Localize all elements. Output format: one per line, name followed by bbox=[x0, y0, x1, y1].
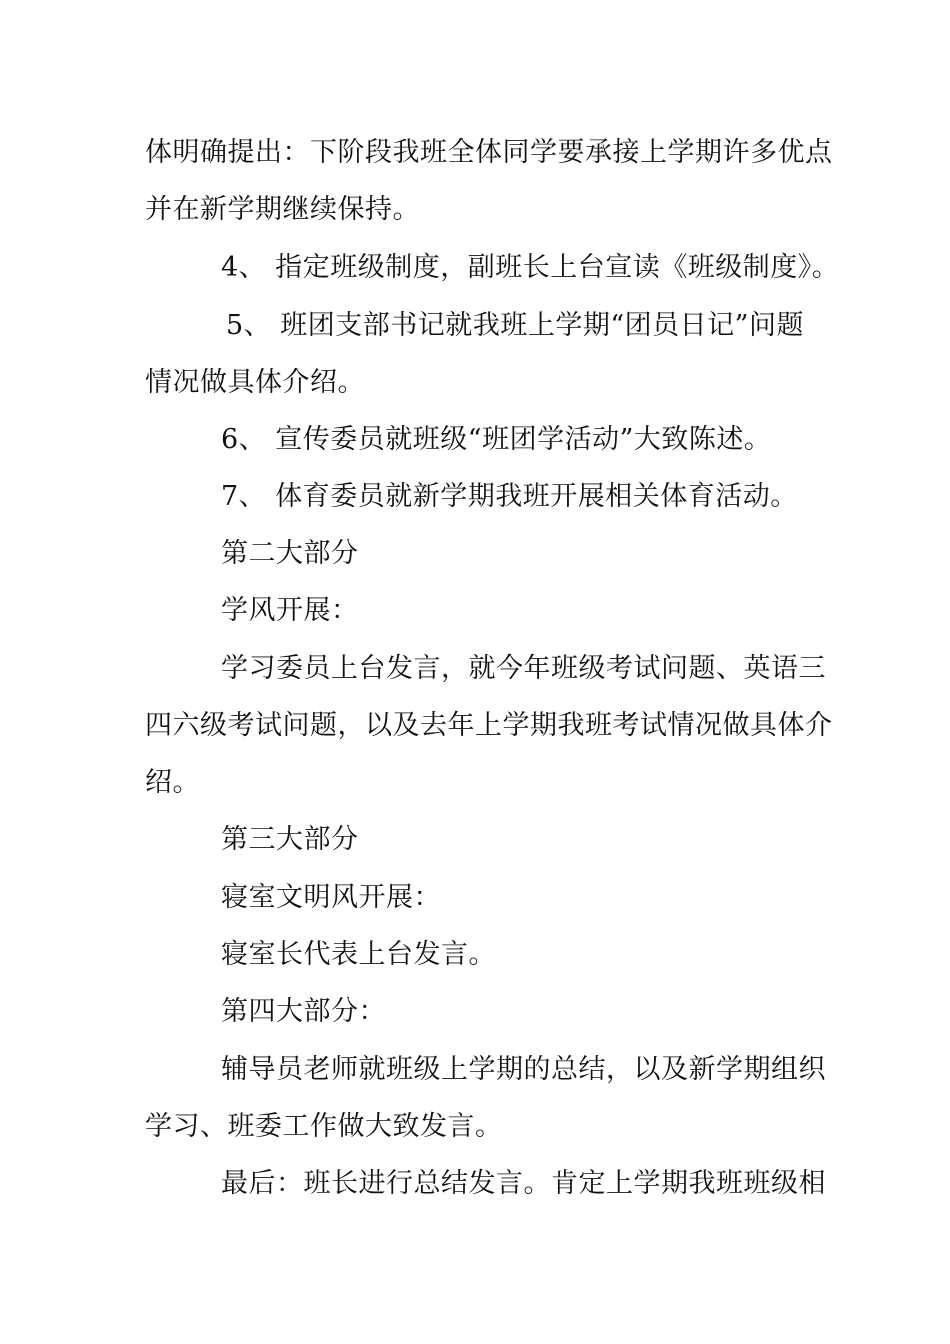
list-item-4: 4、 指定班级制度，副班长上台宣读《班级制度》。 bbox=[221, 252, 840, 283]
paragraph-line: 最后：班长进行总结发言。肯定上学期我班班级相 bbox=[221, 1168, 826, 1199]
paragraph-line: 学习、班委工作做大致发言。 bbox=[145, 1111, 503, 1142]
paragraph-line: 体明确提出：下阶段我班全体同学要承接上学期许多优点 bbox=[145, 137, 833, 168]
paragraph-line: 学习委员上台发言，就今年班级考试问题、英语三 bbox=[221, 653, 826, 684]
list-item-7: 7、 体育委员就新学期我班开展相关体育活动。 bbox=[221, 481, 798, 512]
list-item-6: 6、 宣传委员就班级“班团学活动”大致陈述。 bbox=[221, 424, 772, 455]
paragraph-line: 情况做具体介绍。 bbox=[145, 367, 365, 398]
section-heading-4: 第四大部分： bbox=[221, 996, 386, 1027]
paragraph-line: 绍。 bbox=[145, 767, 200, 798]
paragraph-line: 寝室长代表上台发言。 bbox=[221, 939, 496, 970]
list-item-5: 5、 班团支部书记就我班上学期“团员日记”问题 bbox=[226, 310, 804, 341]
paragraph-line: 四六级考试问题，以及去年上学期我班考试情况做具体介 bbox=[145, 710, 833, 741]
paragraph-line: 并在新学期继续保持。 bbox=[145, 194, 420, 225]
section-subheading: 学风开展： bbox=[221, 595, 359, 626]
section-heading-3: 第三大部分 bbox=[221, 824, 359, 855]
paragraph-line: 辅导员老师就班级上学期的总结，以及新学期组织 bbox=[221, 1054, 826, 1085]
section-heading-2: 第二大部分 bbox=[221, 538, 359, 569]
section-subheading: 寝室文明风开展： bbox=[221, 882, 441, 913]
